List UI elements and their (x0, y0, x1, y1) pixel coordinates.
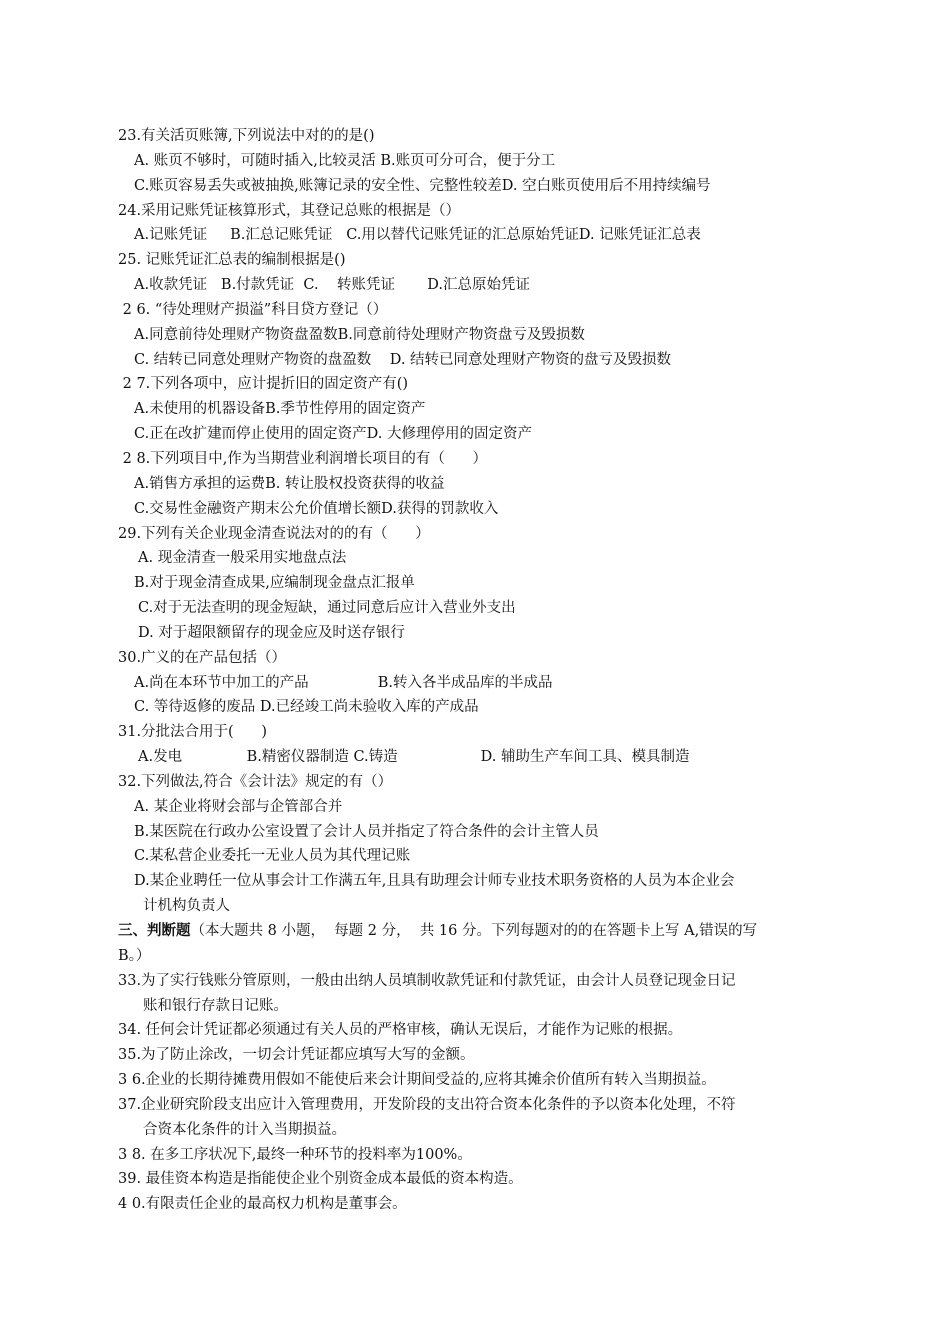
section-instructions: （本大题共 8 小题， 每题 2 分， 共 16 分。下列每题对的的在答题卡上写 A,错误的写 (190, 923, 758, 939)
option-line: A.记账凭证 B.汇总记账凭证 C.用以替代记账凭证的汇总原始凭证D. 记账凭证汇总表 (134, 227, 701, 244)
document-content (118, 124, 838, 1217)
option-line: A.收款凭证 B.付款凭证 C. 转账凭证 D.汇总原始凭证 (134, 277, 530, 294)
option-line: C.对于无法查明的现金短缺，通过同意后应计入营业外支出 (138, 600, 516, 617)
question-line: 29.下列有关企业现金清查说法对的的有（ ） (118, 525, 430, 542)
option-line: A. 账页不够时，可随时插入,比较灵活 B.账页可分可合，便于分工 (134, 152, 556, 169)
option-line: A.发电 B.精密仪器制造 C.铸造 D. 辅助生产车间工具、模具制造 (138, 749, 690, 766)
question-line: 23.有关活页账簿,下列说法中对的的是() (118, 128, 375, 144)
continuation-line: 账和银行存款日记账。 (143, 997, 288, 1014)
question-line: 33.为了实行钱账分管原则，一般由出纳人员填制收款凭证和付款凭证，由会计人员登记现金日记 (118, 972, 736, 989)
section-instructions-continued: B。） (118, 947, 151, 964)
question-line: 4 0.有限责任企业的最高权力机构是董事会。 (118, 1196, 407, 1213)
option-line: C.正在改扩建而停止使用的固定资产D. 大修理停用的固定资产 (134, 426, 533, 443)
question-line: 2 7.下列各项中，应计提折旧的固定资产有() (118, 376, 409, 393)
question-line: 32.下列做法,符合《会计法》规定的有（） (118, 773, 393, 790)
true-false-questions (118, 969, 838, 1217)
question-line: 24.采用记账凭证核算形式，其登记总账的根据是（） (118, 202, 461, 219)
option-line: A. 某企业将财会部与企管部合并 (134, 798, 343, 815)
option-line: C.交易性金融资产期末公允价值增长额D.获得的罚款收入 (134, 500, 499, 517)
option-line: B.某医院在行政办公室设置了会计人员并指定了符合条件的会计主管人员 (134, 823, 599, 840)
question-line: 35.为了防止涂改，一切会计凭证都应填写大写的金额。 (118, 1047, 475, 1064)
option-line: C. 等待返修的废品 D.已经竣工尚未验收入库的产成品 (134, 699, 479, 716)
continuation-line: 计机构负责人 (143, 898, 230, 915)
option-line: C. 结转已同意处理财产物资的盘盈数 D. 结转已同意处理财产物资的盘亏及毁损数 (134, 351, 672, 368)
question-line: 3 8. 在多工序状况下,最终一种环节的投料率为100%。 (118, 1146, 472, 1163)
question-line: 2 8.下列项目中,作为当期营业利润增长项目的有（ ） (118, 450, 488, 467)
question-line: 2 6. “待处理财产损溢”科目贷方登记（） (118, 301, 388, 318)
option-line: A.同意前待处理财产物资盘盈数B.同意前待处理财产物资盘亏及毁损数 (134, 326, 585, 343)
option-line: D.某企业聘任一位从事会计工作满五年,且具有助理会计师专业技术职务资格的人员为本企业会 (134, 873, 735, 890)
option-line: A. 现金清查一般采用实地盘点法 (138, 550, 347, 567)
option-line: B.对于现金清查成果,应编制现金盘点汇报单 (134, 575, 415, 592)
question-line: 39. 最佳资本构造是指能使企业个别资金成本最低的资本构造。 (118, 1171, 523, 1188)
question-line: 34. 任何会计凭证都必须通过有关人员的严格审核，确认无误后，才能作为记账的根据。 (118, 1022, 683, 1039)
question-line: 31.分批法合用于( ) (118, 724, 268, 741)
question-line: 3 6.企业的长期待摊费用假如不能使后来会计期间受益的,应将其摊余价值所有转入当期损益。 (118, 1072, 716, 1089)
question-line: 30.广义的在产品包括（） (118, 649, 287, 666)
continuation-line: 合资本化条件的计入当期损益。 (143, 1121, 346, 1138)
option-line: C.某私营企业委托一无业人员为其代理记账 (134, 848, 411, 865)
section-title: 三、判断题 (118, 922, 191, 939)
option-line: C.账页容易丢失或被抽换,账簿记录的安全性、完整性较差D. 空白账页使用后不用持续编号 (134, 177, 711, 194)
question-line: 37.企业研究阶段支出应计入管理费用，开发阶段的支出符合资本化条件的予以资本化处理，不符 (118, 1096, 736, 1113)
option-line: D. 对于超限额留存的现金应及时送存银行 (138, 624, 405, 641)
option-line: A.尚在本环节中加工的产品 B.转入各半成品库的半成品 (134, 674, 553, 691)
question-line: 25. 记账凭证汇总表的编制根据是() (118, 252, 346, 269)
option-line: A.未使用的机器设备B.季节性停用的固定资产 (134, 401, 426, 418)
section-heading (118, 919, 838, 944)
multiple-choice-questions (118, 124, 838, 919)
option-line: A.销售方承担的运费B. 转让股权投资获得的收益 (134, 475, 445, 492)
